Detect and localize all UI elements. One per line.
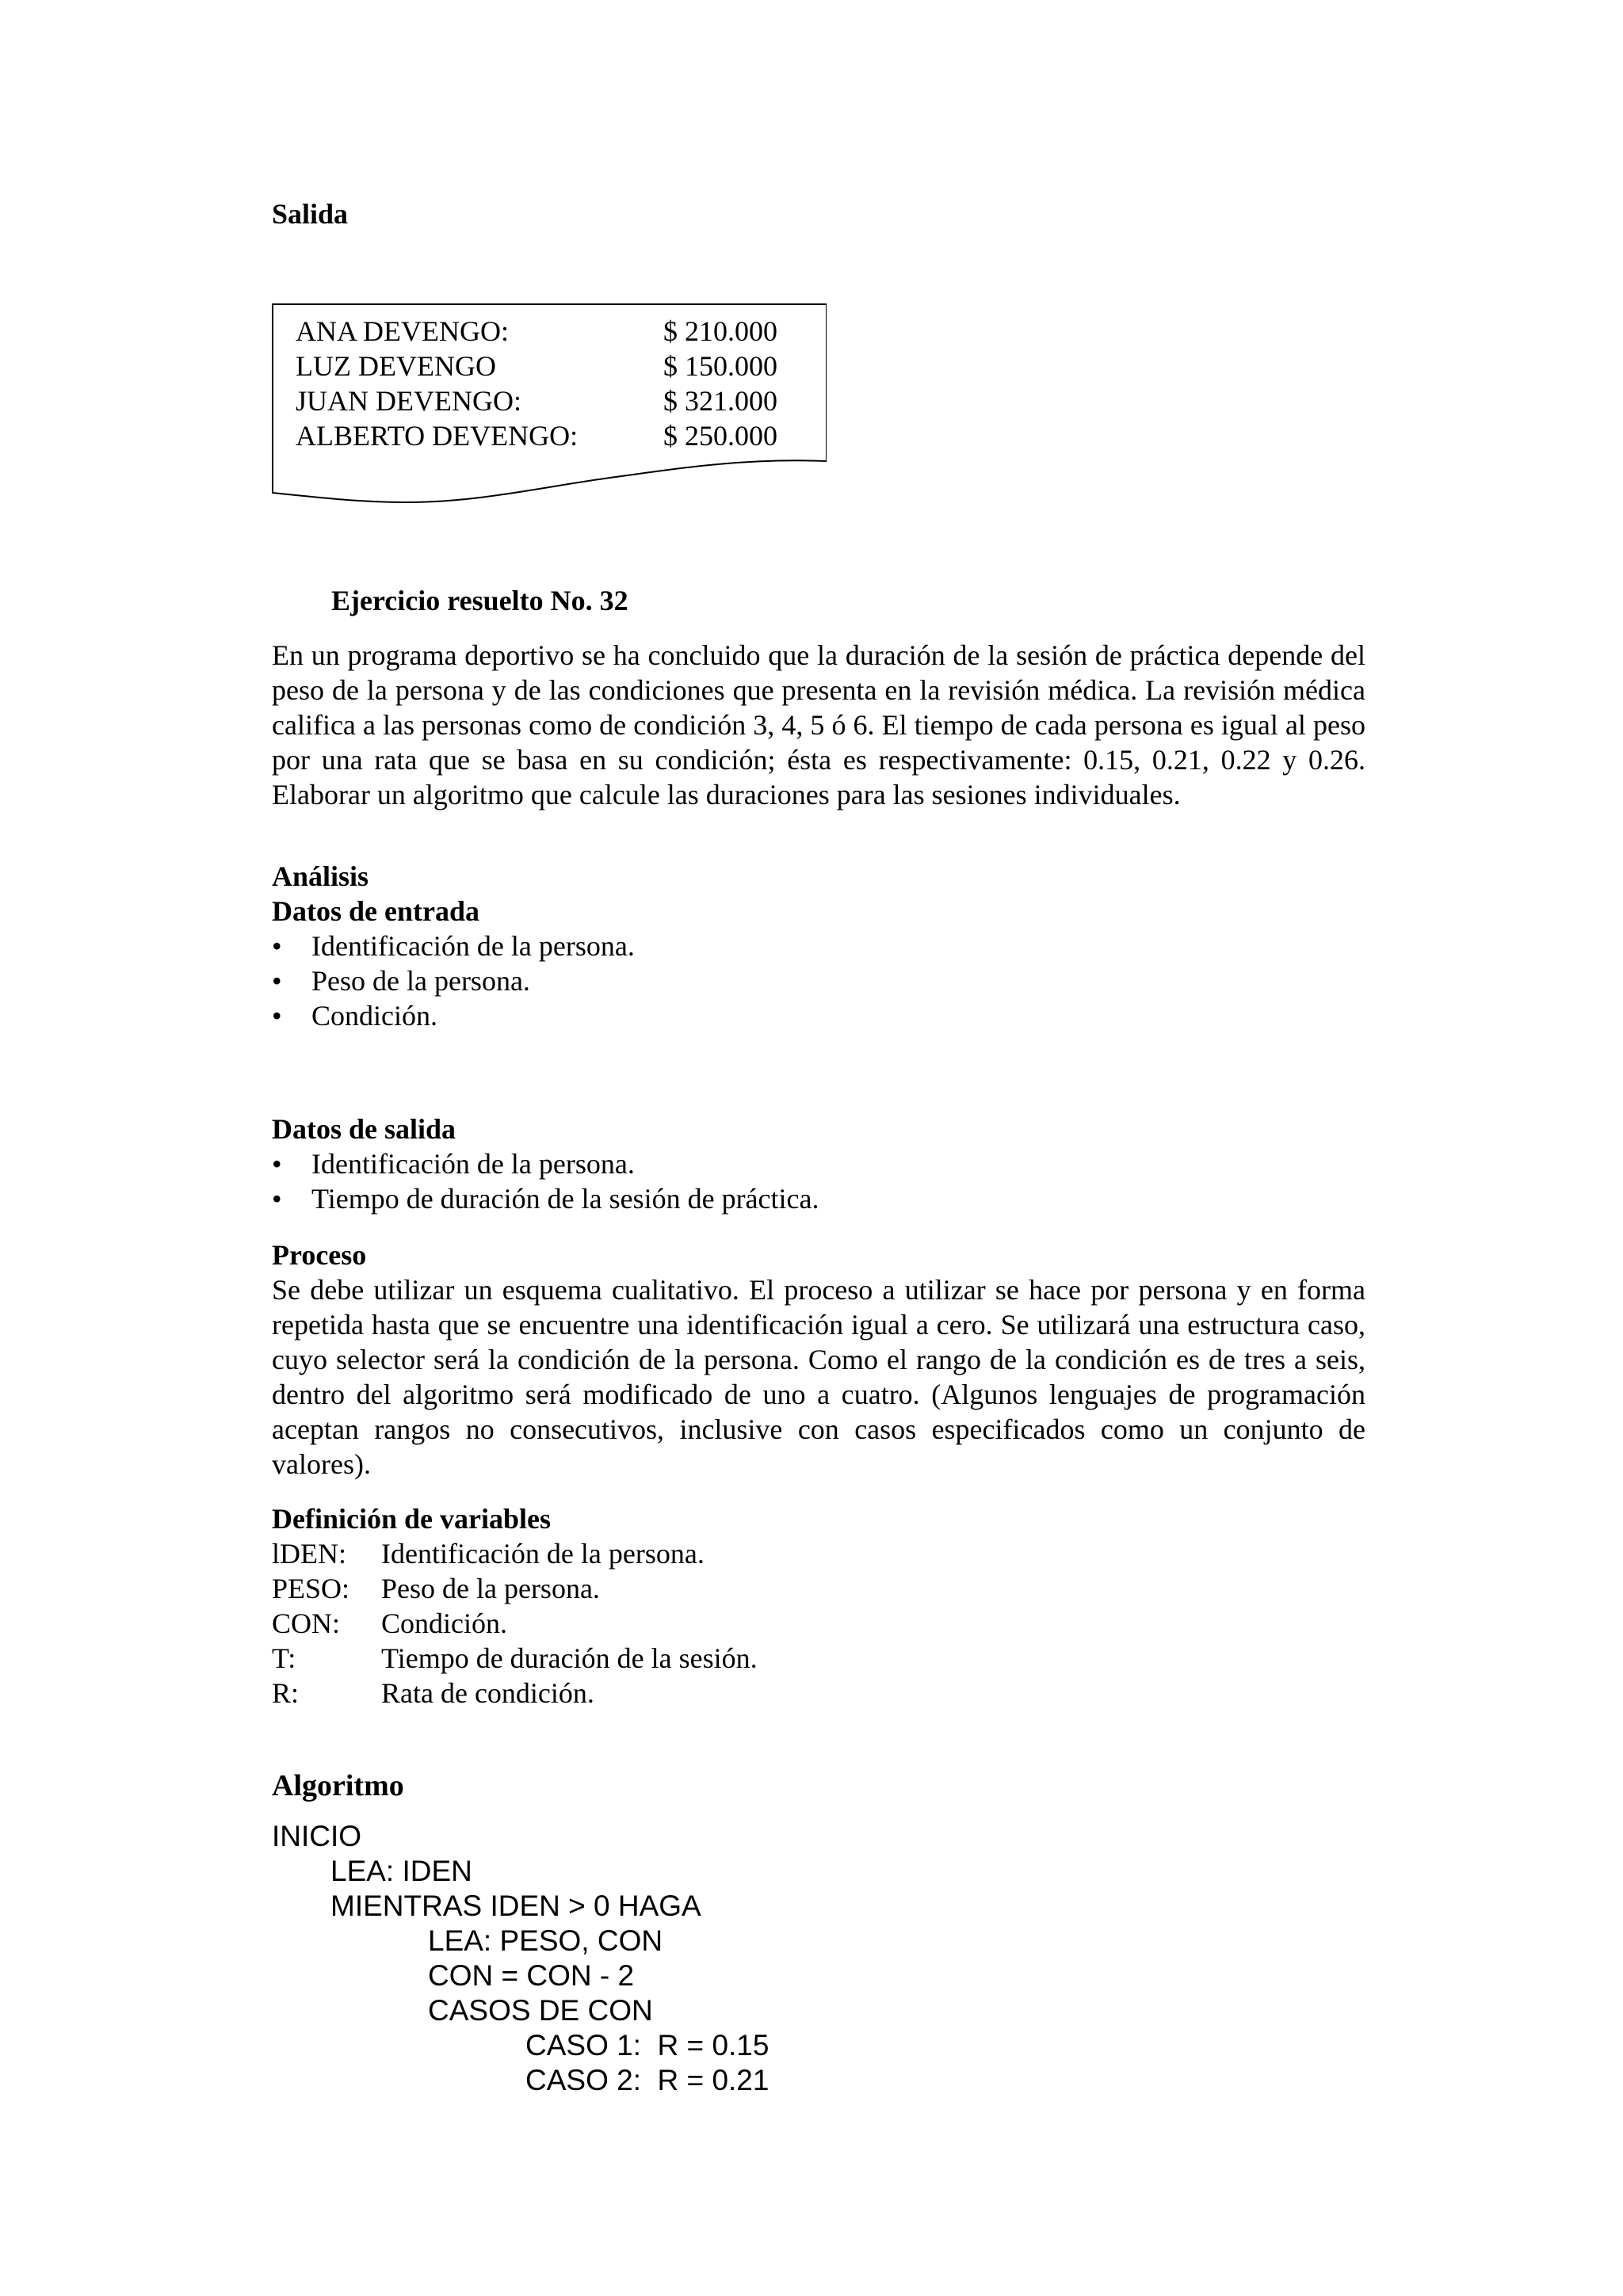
variable-description: Rata de condición. (381, 1677, 594, 1709)
output-value: $ 150.000 (663, 350, 777, 382)
datos-entrada-list (272, 929, 635, 1033)
algoritmo-heading: Algoritmo (272, 1769, 404, 1802)
algorithm-code (272, 1819, 985, 2104)
variable-description: Tiempo de duración de la sesión. (381, 1642, 758, 1674)
output-value: $ 321.000 (663, 385, 777, 417)
variable-name: R: (272, 1677, 300, 1709)
definicion-heading: Definición de variables (272, 1503, 551, 1535)
output-value: $ 250.000 (663, 420, 777, 452)
output-value: $ 210.000 (663, 315, 777, 347)
code-line: CON = CON - 2 (428, 1959, 635, 1992)
exercise-paragraph: En un programa deportivo se ha concluido que la duración de la sesión de práctica depende del peso de la persona y de las condiciones que presenta en la revisión médica. La revisión médica califica a las personas como de condición 3, 4, 5 ó 6. El tiempo de cada persona es igual al peso por una rata que se basa en su condición; ésta es respectivamente: 0.15, 0.21, 0.22 y 0.26. Elaborar un algoritmo que calcule las duraciones para las sesiones individuales. (272, 639, 1365, 810)
bullet-icon: • (272, 1148, 282, 1180)
variable-name: T: (272, 1642, 296, 1674)
list-item-text: Peso de la persona. (311, 965, 530, 997)
output-name: LUZ DEVENGO (296, 350, 496, 382)
bullet-icon: • (272, 965, 282, 997)
datos-entrada-heading: Datos de entrada (272, 895, 479, 927)
bullet-icon: • (272, 1183, 282, 1215)
output-row (296, 314, 811, 349)
output-row (296, 383, 811, 418)
list-item (272, 963, 635, 998)
output-row (296, 349, 811, 383)
output-row (296, 418, 811, 453)
exercise-title: Ejercicio resuelto No. 32 (331, 585, 628, 616)
code-line: MIENTRAS IDEN > 0 HAGA (330, 1890, 701, 1922)
variable-description: Identificación de la persona. (381, 1538, 705, 1569)
code-line: CASO 1: R = 0.15 (525, 2029, 769, 2061)
variable-row (272, 1571, 985, 1606)
list-item (272, 929, 635, 963)
output-box (272, 303, 827, 509)
code-line: INICIO (272, 1820, 362, 1852)
code-line: LEA: IDEN (330, 1855, 472, 1887)
output-name: JUAN DEVENGO: (296, 385, 521, 417)
list-item (272, 1181, 819, 1216)
variable-row (272, 1536, 985, 1571)
proceso-heading: Proceso (272, 1239, 367, 1271)
code-line: LEA: PESO, CON (428, 1924, 663, 1957)
variable-row (272, 1641, 985, 1676)
datos-salida-heading: Datos de salida (272, 1113, 456, 1145)
list-item-text: Identificación de la persona. (311, 1148, 635, 1180)
variable-description: Peso de la persona. (381, 1573, 600, 1604)
bullet-icon: • (272, 1000, 282, 1032)
output-name: ANA DEVENGO: (296, 315, 509, 347)
output-name: ALBERTO DEVENGO: (296, 420, 579, 452)
variable-row (272, 1606, 985, 1641)
variable-row (272, 1676, 985, 1711)
list-item (272, 998, 635, 1033)
list-item-text: Tiempo de duración de la sesión de práctica. (311, 1183, 819, 1215)
variable-description: Condición. (381, 1608, 507, 1639)
variable-name: lDEN: (272, 1538, 346, 1569)
analisis-heading: Análisis (272, 860, 369, 892)
variable-name: PESO: (272, 1573, 350, 1604)
list-item-text: Condición. (311, 1000, 437, 1032)
code-line: CASO 2: R = 0.21 (525, 2064, 769, 2096)
datos-salida-list (272, 1146, 819, 1216)
list-item-text: Identificación de la persona. (311, 930, 635, 962)
variable-name: CON: (272, 1608, 341, 1639)
code-line: CASOS DE CON (428, 1994, 653, 2027)
list-item (272, 1146, 819, 1181)
variables-list (272, 1536, 985, 1711)
proceso-text: Se debe utilizar un esquema cualitativo. El proceso a utilizar se hace por persona y en forma repetida hasta que se encuentre una identificación igual a cero. Se utilizará una estructura caso, cuyo selector será la condición de la persona. Como el rango de la condición es de tres a seis, dentro del algoritmo será modificado de uno a cuatro. (Algunos lenguajes de programación aceptan rangos no consecutivos, inclusive con casos especificados como un conjunto de valores). (272, 1274, 1365, 1480)
salida-heading: Salida (272, 198, 349, 230)
bullet-icon: • (272, 930, 282, 962)
